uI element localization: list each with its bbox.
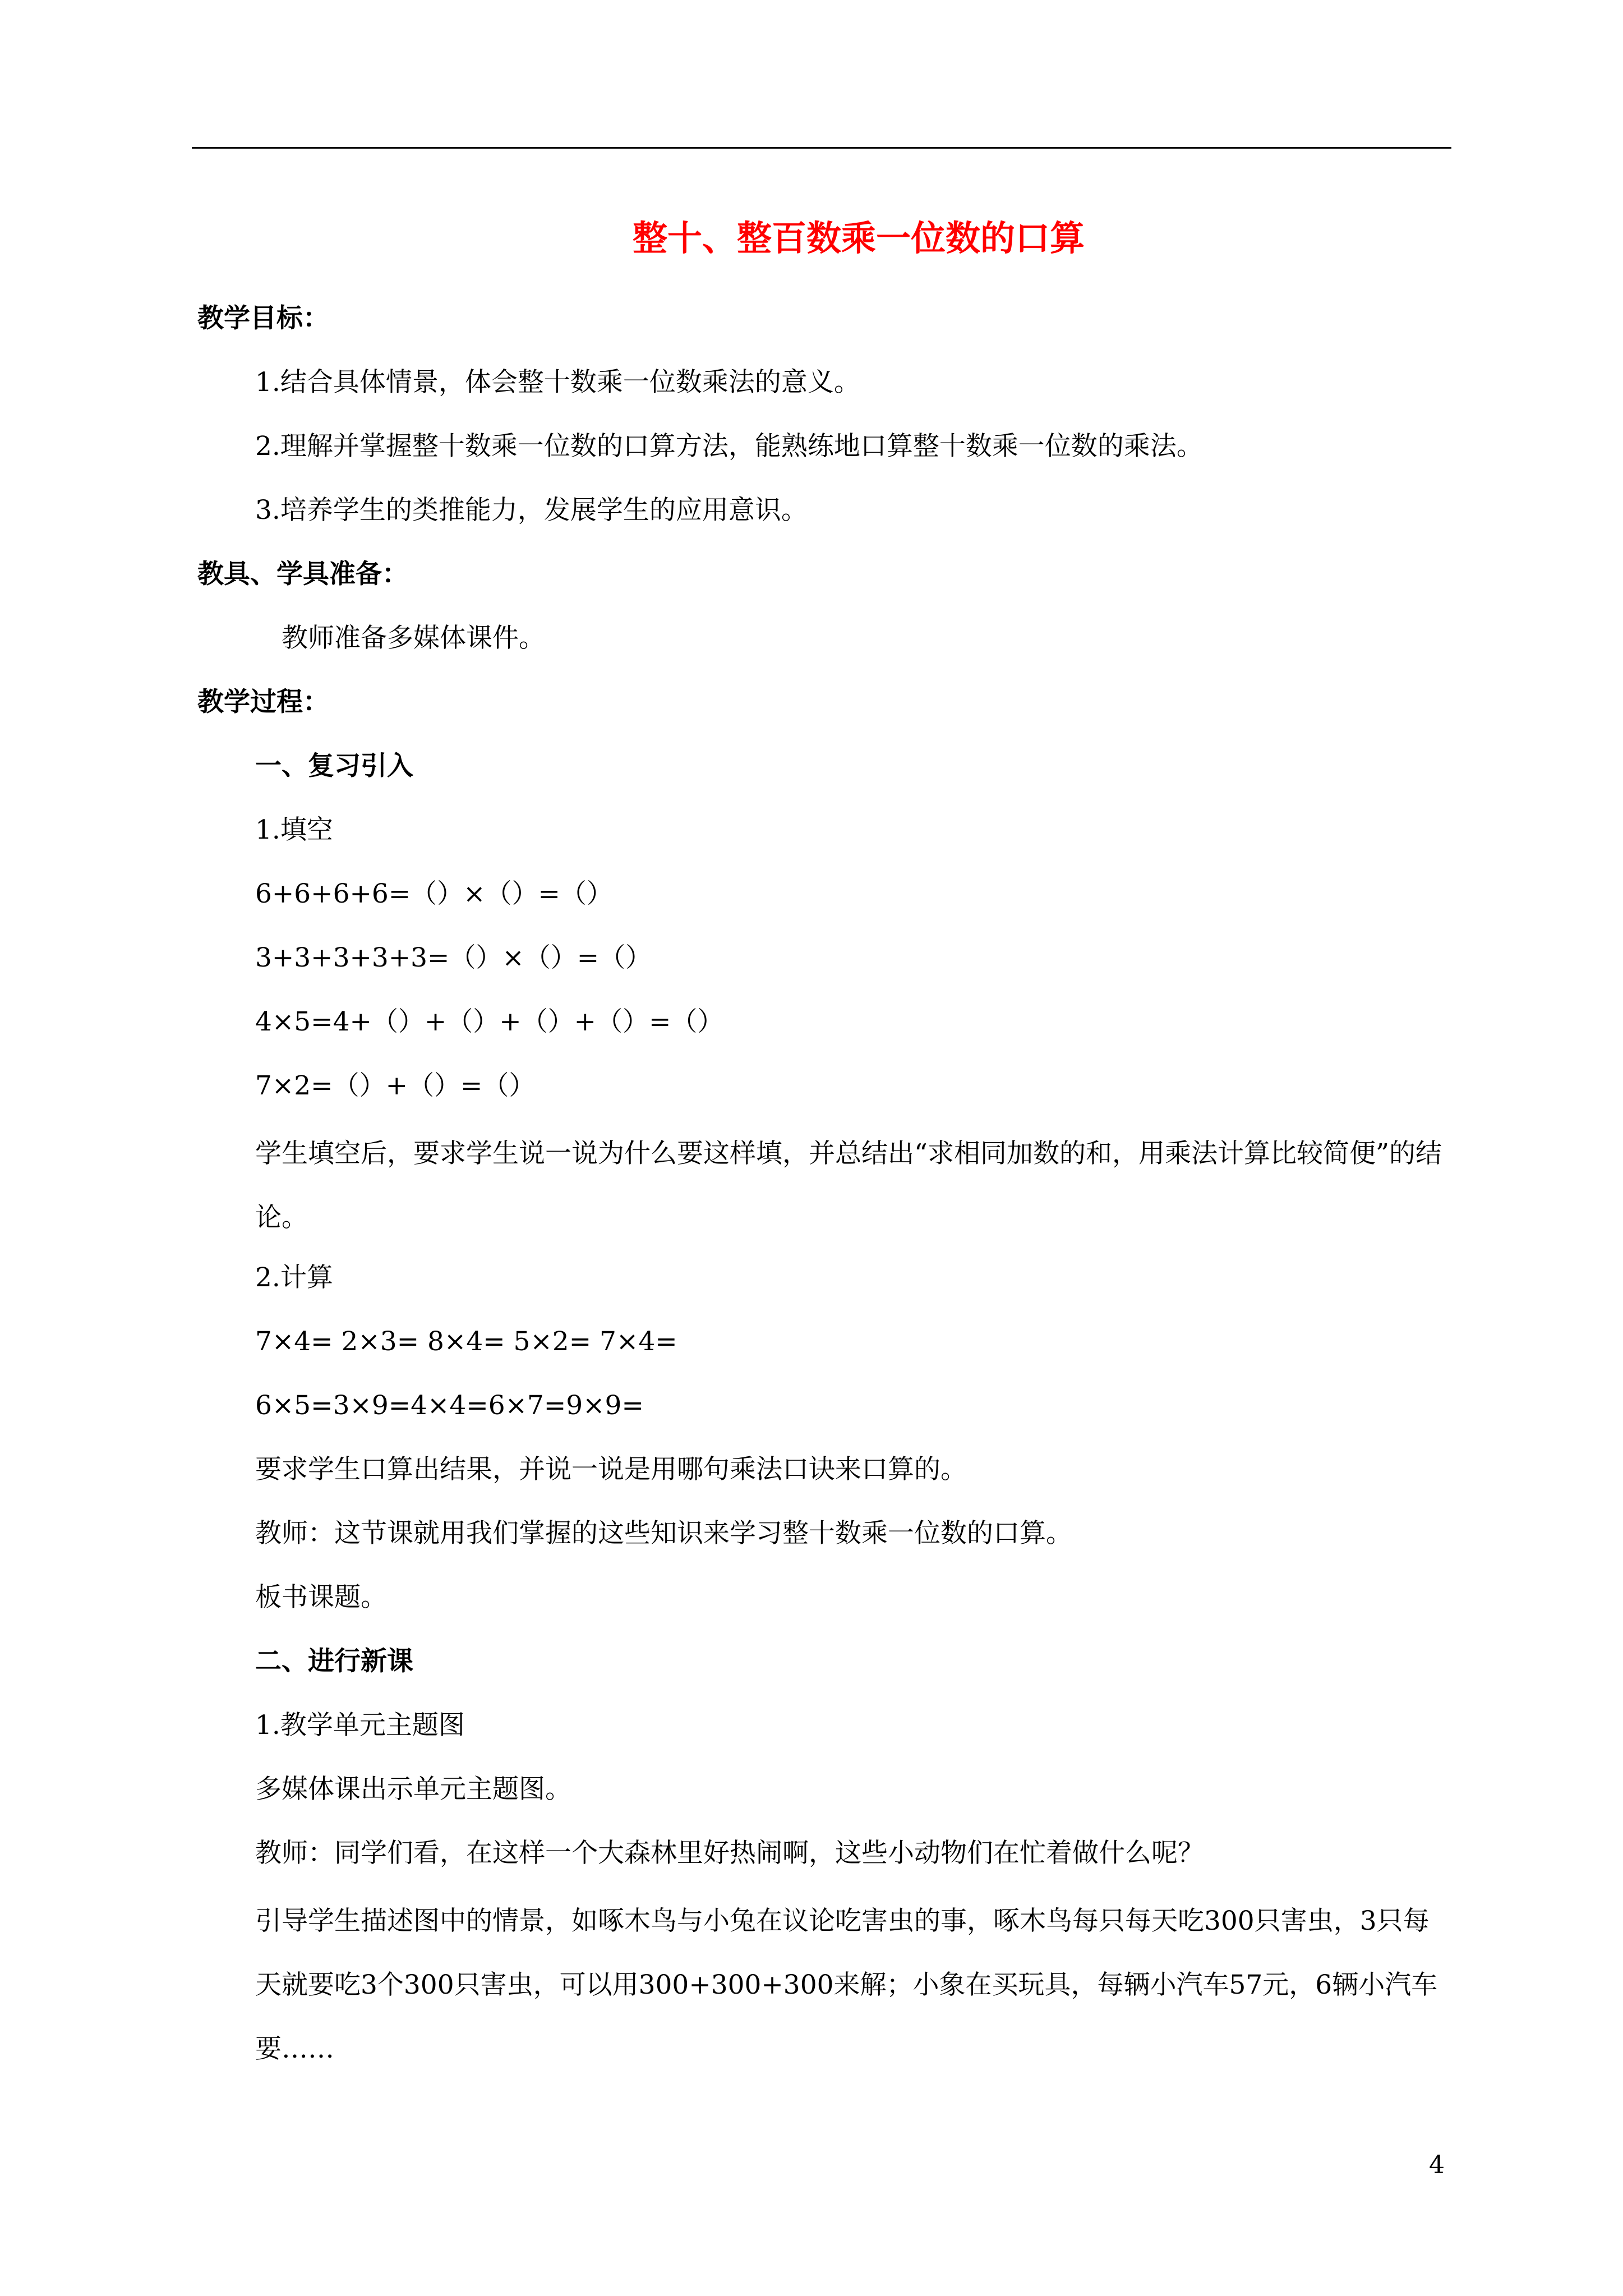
part1-heading: 一、复习引入 [255, 751, 413, 781]
part1-line-a: 要求学生口算出结果，并说一说是用哪句乘法口诀来口算的。 [255, 1454, 967, 1485]
process-heading: 教学过程： [197, 687, 329, 717]
header-rule [192, 147, 1451, 149]
part1-paragraph: 学生填空后，要求学生说一说为什么要这样填，并总结出“求相同加数的和，用乘法计算比较简便”的结论。 [255, 1138, 1442, 1233]
part1-sub1: 1.填空 [255, 815, 333, 845]
part2-line-b: 教师：同学们看，在这样一个大森林里好热闹啊，这些小动物们在忙着做什么呢？ [255, 1838, 1204, 1869]
part2-paragraph: 引导学生描述图中的情景，如啄木鸟与小兔在议论吃害虫的事，啄木鸟每只每天吃300只害虫，3只每天就要吃3个300只害虫，可以用300+300+300来解；小象在买玩具，每辆小汽车57元，6辆小汽车要…… [255, 1906, 1438, 2064]
part1-line-b: 教师：这节课就用我们掌握的这些知识来学习整十数乘一位数的口算。 [255, 1518, 1072, 1549]
equation-line-3: 4×5=4+（）+（）+（）+（）=（） [255, 1006, 724, 1037]
materials-text: 教师准备多媒体课件。 [282, 623, 545, 654]
part2-heading: 二、进行新课 [255, 1646, 413, 1677]
objective-item-3: 3.培养学生的类推能力，发展学生的应用意识。 [255, 495, 808, 526]
part1-line-c: 板书课题。 [255, 1582, 387, 1613]
calc-line-2: 6×5=3×9=4×4=6×7=9×9= [255, 1390, 644, 1421]
calc-line-1: 7×4= 2×3= 8×4= 5×2= 7×4= [255, 1326, 677, 1357]
part1-sub2: 2.计算 [255, 1262, 333, 1293]
objective-item-1: 1.结合具体情景，体会整十数乘一位数乘法的意义。 [255, 367, 860, 398]
page-number: 4 [1429, 2151, 1445, 2179]
equation-line-4: 7×2=（）+（）=（） [255, 1070, 536, 1101]
page-title: 整十、整百数乘一位数的口算 [632, 218, 1085, 259]
materials-heading: 教具、学具准备： [197, 559, 408, 590]
objectives-heading: 教学目标： [197, 303, 329, 334]
part2-line-a: 多媒体课出示单元主题图。 [255, 1774, 571, 1805]
part2-sub1: 1.教学单元主题图 [255, 1710, 465, 1741]
objective-item-2: 2.理解并掌握整十数乘一位数的口算方法，能熟练地口算整十数乘一位数的乘法。 [255, 431, 1203, 462]
equation-line-2: 3+3+3+3+3=（）×（）=（） [255, 942, 652, 973]
equation-line-1: 6+6+6+6=（）×（）=（） [255, 878, 613, 909]
